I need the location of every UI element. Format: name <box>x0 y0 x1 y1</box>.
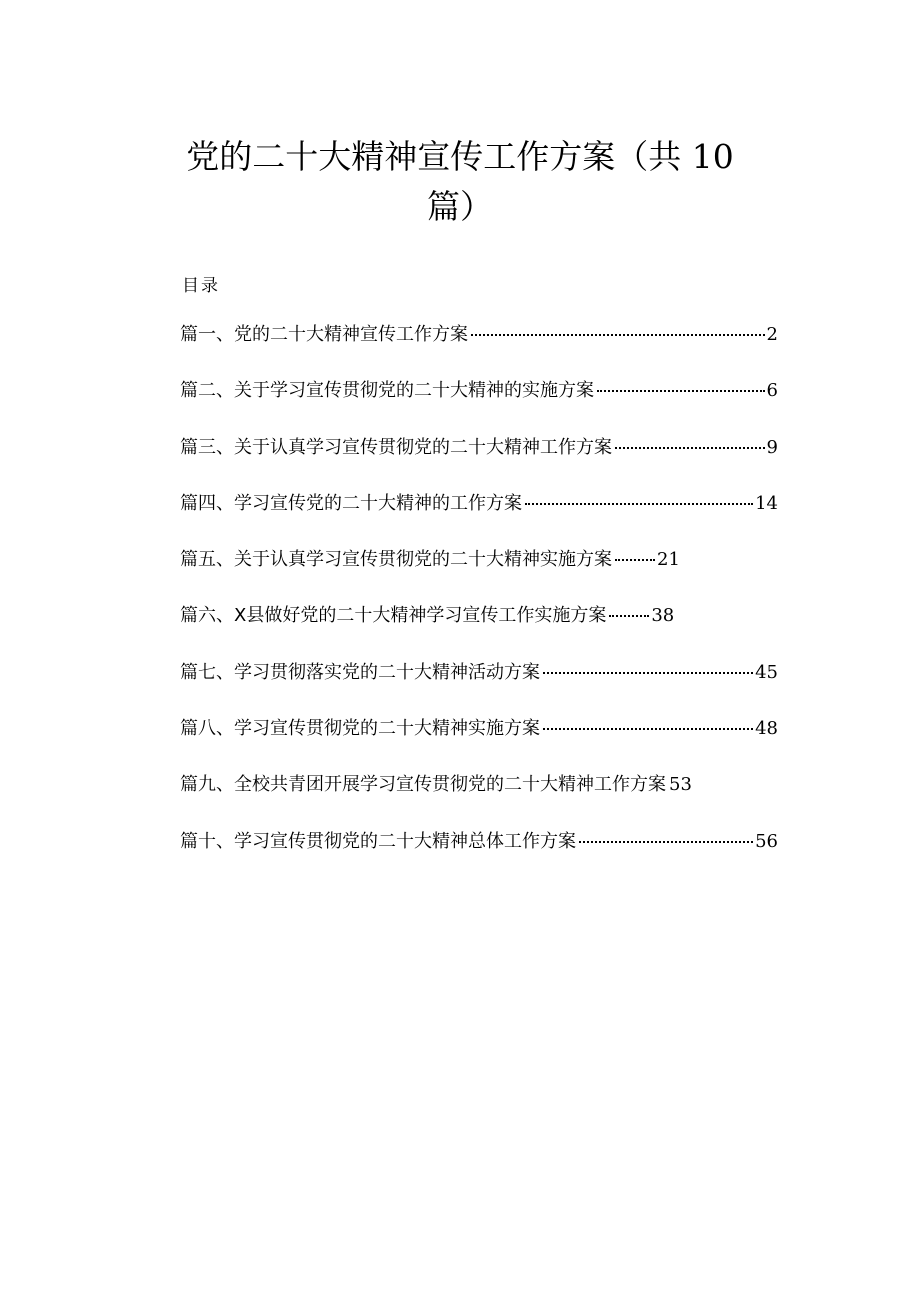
toc-entry-label: 篇八、学习宣传贯彻党的二十大精神实施方案 <box>180 718 540 740</box>
toc-entry-page: 53 <box>669 774 692 796</box>
toc-entry-label: 篇十、学习宣传贯彻党的二十大精神总体工作方案 <box>180 830 576 852</box>
toc-leader-dots <box>525 503 753 505</box>
toc-entry-7[interactable] <box>180 658 778 714</box>
table-of-contents <box>180 320 778 883</box>
toc-entry-10[interactable] <box>180 827 778 883</box>
toc-leader-dots <box>615 559 655 561</box>
toc-heading: 目录 <box>182 276 220 296</box>
toc-entry-page: 38 <box>651 605 675 627</box>
toc-entry-label: 篇七、学习贯彻落实党的二十大精神活动方案 <box>180 661 540 683</box>
toc-entry-label: 篇六、X县做好党的二十大精神学习宣传工作实施方案 <box>180 605 607 627</box>
toc-entry-label: 篇二、关于学习宣传贯彻党的二十大精神的实施方案 <box>180 380 594 402</box>
toc-entry-5[interactable] <box>180 545 778 601</box>
toc-entry-2[interactable] <box>180 376 778 432</box>
toc-entry-page: 9 <box>766 436 778 458</box>
toc-entry-page: 2 <box>766 324 778 345</box>
toc-leader-dots <box>471 334 765 336</box>
toc-entry-label: 篇五、关于认真学习宣传贯彻党的二十大精神实施方案 <box>180 549 612 571</box>
toc-entry-1[interactable] <box>180 320 778 376</box>
toc-entry-page: 45 <box>755 661 778 683</box>
toc-leader-dots <box>579 841 753 843</box>
toc-entry-page: 56 <box>755 830 778 852</box>
toc-entry-page: 14 <box>755 492 778 514</box>
toc-entry-label: 篇一、党的二十大精神宣传工作方案 <box>180 324 468 345</box>
toc-entry-9[interactable] <box>180 770 778 826</box>
toc-entry-3[interactable] <box>180 433 778 489</box>
toc-entry-page: 48 <box>755 718 778 740</box>
toc-entry-page: 21 <box>657 549 680 571</box>
toc-leader-dots <box>609 615 649 617</box>
toc-leader-dots <box>543 672 753 674</box>
toc-leader-dots <box>543 728 753 730</box>
toc-entry-6[interactable] <box>180 601 778 657</box>
toc-entry-4[interactable] <box>180 489 778 545</box>
toc-entry-label: 篇三、关于认真学习宣传贯彻党的二十大精神工作方案 <box>180 436 612 458</box>
title-line-1: 党的二十大精神宣传工作方案（共 10 <box>186 137 734 176</box>
toc-entry-page: 6 <box>766 380 778 402</box>
toc-entry-label: 篇四、学习宣传党的二十大精神的工作方案 <box>180 492 522 514</box>
document-title <box>150 132 770 232</box>
toc-entry-8[interactable] <box>180 714 778 770</box>
toc-entry-label: 篇九、全校共青团开展学习宣传贯彻党的二十大精神工作方案 <box>180 774 666 796</box>
toc-leader-dots <box>615 447 765 449</box>
toc-leader-dots <box>597 390 765 392</box>
title-line-2: 篇） <box>427 187 493 226</box>
